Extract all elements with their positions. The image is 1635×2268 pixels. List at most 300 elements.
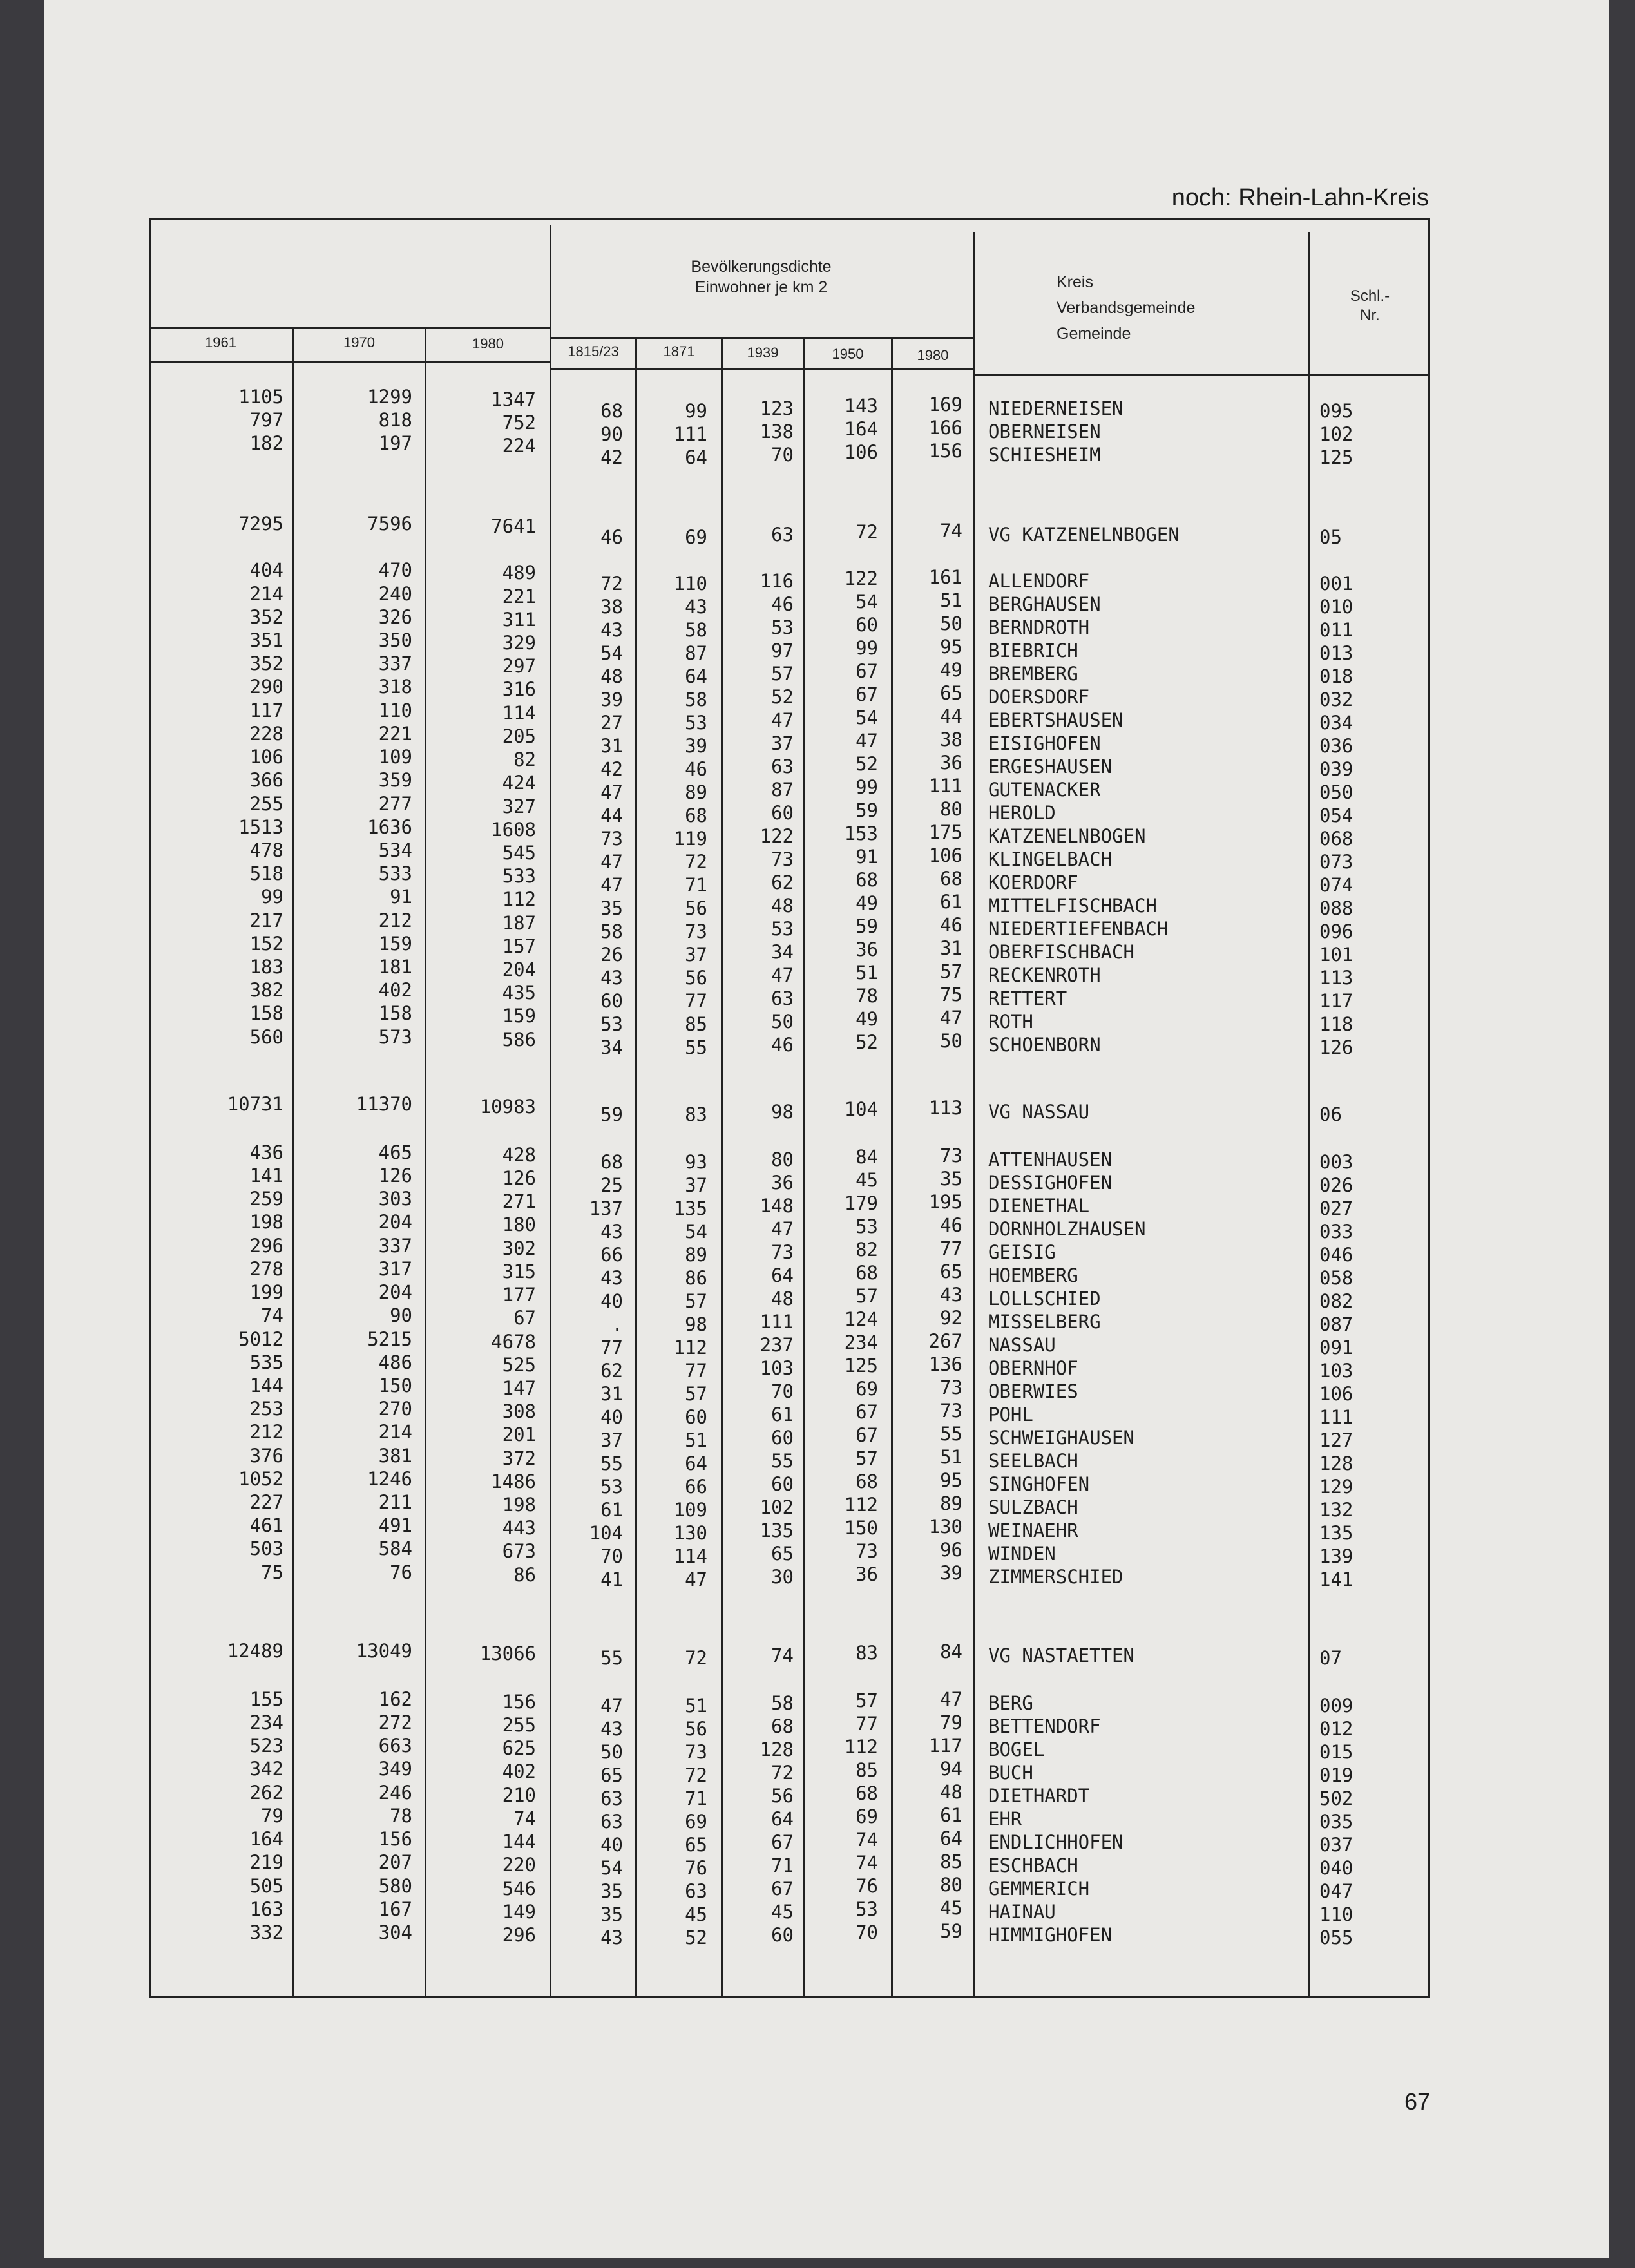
table-cell: 62 bbox=[600, 1360, 623, 1382]
table-cell: 224 bbox=[502, 435, 536, 457]
table-cell: 54 bbox=[600, 1857, 623, 1879]
table-cell: 12489 bbox=[227, 1640, 283, 1662]
year-header: 1950 bbox=[832, 346, 864, 362]
table-cell: 255 bbox=[249, 793, 283, 815]
table-cell: 435 bbox=[502, 982, 536, 1004]
table-cell: 13049 bbox=[356, 1640, 412, 1662]
table-cell: 163 bbox=[249, 1898, 283, 1920]
key-number: 127 bbox=[1319, 1429, 1353, 1451]
municipality-name: BREMBERG bbox=[988, 663, 1078, 685]
table-cell: 124 bbox=[844, 1308, 878, 1330]
table-cell: 211 bbox=[378, 1491, 412, 1513]
municipality-name: OBERFISCHBACH bbox=[988, 941, 1134, 963]
table-cell: 54 bbox=[856, 707, 878, 729]
table-cell: 158 bbox=[378, 1002, 412, 1024]
table-cell: 68 bbox=[600, 1151, 623, 1173]
municipality-name: ERGESHAUSEN bbox=[988, 756, 1113, 777]
table-cell: 75 bbox=[940, 984, 962, 1005]
table-cell: 797 bbox=[249, 409, 283, 431]
table-cell: 35 bbox=[600, 1903, 623, 1925]
key-number: 027 bbox=[1319, 1197, 1353, 1219]
table-cell: 47 bbox=[600, 874, 623, 896]
table-cell: 673 bbox=[502, 1540, 536, 1562]
table-cell: 68 bbox=[856, 869, 878, 891]
table-cell: 65 bbox=[940, 1261, 962, 1282]
table-cell: 99 bbox=[261, 886, 283, 908]
table-cell: 159 bbox=[502, 1005, 536, 1027]
table-cell: 74 bbox=[856, 1852, 878, 1874]
key-number: 110 bbox=[1319, 1903, 1353, 1925]
table-cell: 56 bbox=[685, 967, 707, 989]
table-cell: 89 bbox=[685, 781, 707, 803]
municipality-name: KOERDORF bbox=[988, 872, 1078, 893]
table-cell: 106 bbox=[844, 441, 878, 463]
column-rule bbox=[292, 329, 294, 1998]
key-number: 054 bbox=[1319, 805, 1353, 826]
key-number: 018 bbox=[1319, 665, 1353, 687]
table-cell: 70 bbox=[600, 1545, 623, 1567]
table-cell: 625 bbox=[502, 1737, 536, 1759]
table-cell: 31 bbox=[600, 735, 623, 757]
table-cell: 13066 bbox=[479, 1643, 536, 1664]
table-cell: 49 bbox=[856, 892, 878, 914]
municipality-name: BERGHAUSEN bbox=[988, 593, 1101, 615]
table-cell: 228 bbox=[249, 723, 283, 745]
table-cell: 58 bbox=[685, 689, 707, 710]
table-cell: 63 bbox=[600, 1787, 623, 1809]
table-cell: 277 bbox=[378, 793, 412, 815]
table-cell: 97 bbox=[771, 640, 794, 662]
table-cell: 67 bbox=[856, 683, 878, 705]
table-cell: 69 bbox=[856, 1378, 878, 1400]
table-cell: 535 bbox=[249, 1351, 283, 1373]
table-cell: 296 bbox=[502, 1924, 536, 1946]
municipality-name: EHR bbox=[988, 1808, 1022, 1830]
table-cell: 106 bbox=[249, 746, 283, 768]
table-cell: 51 bbox=[685, 1695, 707, 1717]
table-cell: 109 bbox=[673, 1499, 707, 1521]
table-cell: 43 bbox=[600, 1267, 623, 1289]
table-cell: 40 bbox=[600, 1834, 623, 1856]
table-cell: 77 bbox=[940, 1237, 962, 1259]
table-cell: 74 bbox=[856, 1829, 878, 1851]
table-cell: 143 bbox=[844, 395, 878, 417]
municipality-name: GUTENACKER bbox=[988, 779, 1101, 801]
table-cell: 60 bbox=[771, 1427, 794, 1449]
table-cell: 83 bbox=[685, 1103, 707, 1125]
year-header: 1980 bbox=[917, 347, 949, 363]
table-cell: 156 bbox=[378, 1828, 412, 1850]
table-cell: 53 bbox=[856, 1898, 878, 1920]
table-cell: 70 bbox=[771, 1380, 794, 1402]
table-cell: 64 bbox=[685, 446, 707, 468]
table-cell: 73 bbox=[685, 920, 707, 942]
table-cell: 40 bbox=[600, 1290, 623, 1312]
table-cell: 60 bbox=[771, 802, 794, 824]
table-cell: 47 bbox=[771, 1218, 794, 1240]
table-cell: 36 bbox=[856, 939, 878, 960]
table-cell: 402 bbox=[378, 979, 412, 1001]
key-number: 118 bbox=[1319, 1013, 1353, 1035]
table-cell: 80 bbox=[940, 1874, 962, 1896]
table-cell: 110 bbox=[673, 573, 707, 595]
table-cell: 44 bbox=[940, 705, 962, 727]
key-number: 502 bbox=[1319, 1787, 1353, 1809]
key-number: 06 bbox=[1319, 1103, 1342, 1125]
table-cell: 112 bbox=[844, 1494, 878, 1516]
table-cell: 48 bbox=[771, 1288, 794, 1310]
table-cell: 326 bbox=[378, 606, 412, 628]
table-cell: 534 bbox=[378, 839, 412, 861]
table-cell: 424 bbox=[502, 772, 536, 794]
table-cell: 61 bbox=[600, 1499, 623, 1521]
page-number: 67 bbox=[1404, 2088, 1430, 2115]
year-header: 1815/23 bbox=[568, 343, 619, 359]
table-cell: 43 bbox=[600, 619, 623, 641]
key-number: 128 bbox=[1319, 1453, 1353, 1474]
table-cell: 489 bbox=[502, 562, 536, 584]
table-cell: 315 bbox=[502, 1261, 536, 1282]
table-cell: 117 bbox=[249, 700, 283, 721]
table-cell: 1513 bbox=[238, 816, 283, 838]
table-cell: 1347 bbox=[491, 388, 536, 410]
key-number: 125 bbox=[1319, 446, 1353, 468]
table-cell: 73 bbox=[940, 1400, 962, 1422]
table-cell: 59 bbox=[856, 799, 878, 821]
key-number: 003 bbox=[1319, 1151, 1353, 1173]
table-cell: 98 bbox=[685, 1313, 707, 1335]
table-cell: 1052 bbox=[238, 1468, 283, 1490]
table-cell: 68 bbox=[856, 1782, 878, 1804]
municipality-name: BERNDROTH bbox=[988, 616, 1090, 638]
table-cell: 272 bbox=[378, 1711, 412, 1733]
table-cell: 119 bbox=[673, 828, 707, 850]
table-cell: 167 bbox=[378, 1898, 412, 1920]
table-cell: 144 bbox=[502, 1831, 536, 1853]
table-cell: 67 bbox=[513, 1307, 536, 1329]
table-cell: 135 bbox=[673, 1197, 707, 1219]
table-cell: 491 bbox=[378, 1514, 412, 1536]
table-cell: 55 bbox=[940, 1423, 962, 1445]
table-cell: 47 bbox=[771, 709, 794, 731]
key-number: 117 bbox=[1319, 990, 1353, 1012]
municipality-name: SEELBACH bbox=[988, 1450, 1078, 1472]
table-cell: 109 bbox=[378, 746, 412, 768]
table-cell: 61 bbox=[940, 891, 962, 913]
key-number: 040 bbox=[1319, 1857, 1353, 1879]
municipality-name: POHL bbox=[988, 1404, 1033, 1425]
table-cell: 525 bbox=[502, 1354, 536, 1376]
table-cell: 78 bbox=[856, 985, 878, 1007]
page-heading: noch: Rhein-Lahn-Kreis bbox=[1171, 184, 1429, 211]
table-cell: 84 bbox=[940, 1641, 962, 1663]
table-cell: 68 bbox=[600, 400, 623, 422]
municipality-name: ROTH bbox=[988, 1011, 1033, 1033]
table-cell: 136 bbox=[928, 1353, 962, 1375]
table-cell: 303 bbox=[378, 1188, 412, 1210]
table-cell: 128 bbox=[760, 1739, 794, 1760]
table-cell: 46 bbox=[940, 1214, 962, 1236]
municipality-name: HAINAU bbox=[988, 1901, 1056, 1923]
table-cell: 36 bbox=[856, 1563, 878, 1585]
table-cell: 221 bbox=[502, 586, 536, 607]
table-cell: 110 bbox=[378, 700, 412, 721]
table-cell: 123 bbox=[760, 397, 794, 419]
key-number: 111 bbox=[1319, 1406, 1353, 1428]
table-cell: 35 bbox=[600, 897, 623, 919]
table-cell: 267 bbox=[928, 1330, 962, 1352]
table-cell: 77 bbox=[600, 1337, 623, 1358]
table-cell: 77 bbox=[685, 990, 707, 1012]
table-cell: 47 bbox=[940, 1688, 962, 1710]
header-rule bbox=[550, 368, 973, 370]
table-cell: 148 bbox=[760, 1195, 794, 1217]
table-cell: 71 bbox=[685, 874, 707, 896]
table-cell: 183 bbox=[249, 956, 283, 978]
table-cell: 135 bbox=[760, 1520, 794, 1541]
table-cell: 237 bbox=[760, 1334, 794, 1356]
table-cell: 5215 bbox=[367, 1328, 412, 1350]
column-rule bbox=[973, 232, 975, 1998]
table-cell: 71 bbox=[771, 1854, 794, 1876]
table-cell: 53 bbox=[771, 918, 794, 940]
table-cell: 141 bbox=[249, 1165, 283, 1186]
key-number: 135 bbox=[1319, 1522, 1353, 1544]
table-cell: 11370 bbox=[356, 1093, 412, 1115]
table-cell: 76 bbox=[390, 1561, 412, 1583]
table-cell: 54 bbox=[685, 1221, 707, 1243]
table-cell: 65 bbox=[940, 682, 962, 704]
table-cell: 111 bbox=[673, 423, 707, 445]
table-cell: 318 bbox=[378, 676, 412, 698]
table-cell: 52 bbox=[771, 686, 794, 708]
table-cell: 57 bbox=[685, 1290, 707, 1312]
table-cell: 113 bbox=[928, 1097, 962, 1119]
table-cell: 72 bbox=[685, 1764, 707, 1786]
table-cell: 114 bbox=[502, 702, 536, 724]
table-cell: 156 bbox=[502, 1691, 536, 1713]
table-cell: 234 bbox=[249, 1711, 283, 1733]
table-cell: 179 bbox=[844, 1192, 878, 1214]
table-cell: 752 bbox=[502, 412, 536, 434]
table-cell: 43 bbox=[600, 967, 623, 989]
table-cell: 85 bbox=[856, 1759, 878, 1781]
table-cell: 175 bbox=[928, 821, 962, 843]
table-cell: 1105 bbox=[238, 386, 283, 408]
key-number: 039 bbox=[1319, 758, 1353, 780]
table-cell: 47 bbox=[600, 851, 623, 873]
table-cell: 366 bbox=[249, 769, 283, 791]
table-cell: 90 bbox=[390, 1304, 412, 1326]
key-number: 046 bbox=[1319, 1244, 1353, 1266]
table-cell: 50 bbox=[771, 1011, 794, 1033]
municipality-name: NASSAU bbox=[988, 1334, 1056, 1356]
table-cell: 349 bbox=[378, 1758, 412, 1780]
table-cell: 329 bbox=[502, 632, 536, 654]
table-cell: 205 bbox=[502, 725, 536, 747]
municipality-name: EISIGHOFEN bbox=[988, 732, 1101, 754]
table-cell: 204 bbox=[378, 1281, 412, 1303]
table-cell: 157 bbox=[502, 935, 536, 957]
key-number: 034 bbox=[1319, 712, 1353, 734]
table-cell: 37 bbox=[685, 944, 707, 966]
table-cell: 10983 bbox=[479, 1096, 536, 1118]
table-cell: 57 bbox=[940, 960, 962, 982]
table-cell: 72 bbox=[685, 851, 707, 873]
table-cell: 246 bbox=[378, 1782, 412, 1804]
key-number: 013 bbox=[1319, 642, 1353, 664]
municipality-name: KLINGELBACH bbox=[988, 848, 1113, 870]
table-cell: 60 bbox=[600, 990, 623, 1012]
table-cell: 470 bbox=[378, 559, 412, 581]
key-number: 132 bbox=[1319, 1499, 1353, 1521]
municipality-name: VG NASTAETTEN bbox=[988, 1644, 1134, 1666]
table-cell: 47 bbox=[685, 1568, 707, 1590]
table-cell: 126 bbox=[378, 1165, 412, 1186]
table-cell: 352 bbox=[249, 653, 283, 674]
table-cell: 212 bbox=[378, 910, 412, 931]
table-cell: 153 bbox=[844, 823, 878, 844]
municipality-name: RECKENROTH bbox=[988, 964, 1101, 986]
table-cell: 69 bbox=[856, 1806, 878, 1827]
table-cell: 255 bbox=[502, 1714, 536, 1736]
table-cell: 5012 bbox=[238, 1328, 283, 1350]
municipality-name: VG NASSAU bbox=[988, 1101, 1090, 1123]
table-cell: 73 bbox=[940, 1145, 962, 1167]
municipality-name: ALLENDORF bbox=[988, 570, 1090, 592]
table-cell: 308 bbox=[502, 1400, 536, 1422]
table-cell: 34 bbox=[600, 1036, 623, 1058]
municipality-name: BIEBRICH bbox=[988, 640, 1078, 662]
table-cell: 55 bbox=[600, 1647, 623, 1669]
table-cell: 402 bbox=[502, 1760, 536, 1782]
table-cell: 573 bbox=[378, 1026, 412, 1048]
table-cell: 198 bbox=[502, 1494, 536, 1516]
table-cell: 47 bbox=[940, 1007, 962, 1029]
municipality-name: HOEMBERG bbox=[988, 1264, 1078, 1286]
municipality-name: BETTENDORF bbox=[988, 1715, 1101, 1737]
table-cell: 85 bbox=[685, 1013, 707, 1035]
key-number: 015 bbox=[1319, 1741, 1353, 1763]
table-cell: 67 bbox=[771, 1831, 794, 1853]
table-cell: 59 bbox=[940, 1920, 962, 1942]
table-cell: 86 bbox=[685, 1267, 707, 1289]
table-cell: 36 bbox=[771, 1172, 794, 1194]
municipality-name: DORNHOLZHAUSEN bbox=[988, 1218, 1146, 1240]
table-cell: 53 bbox=[771, 616, 794, 638]
table-cell: 217 bbox=[249, 910, 283, 931]
table-cell: 37 bbox=[600, 1429, 623, 1451]
municipality-name: DESSIGHOFEN bbox=[988, 1172, 1113, 1194]
table-cell: 25 bbox=[600, 1174, 623, 1196]
table-cell: 52 bbox=[856, 753, 878, 775]
table-cell: 45 bbox=[940, 1897, 962, 1919]
table-cell: 68 bbox=[940, 868, 962, 890]
key-number: 101 bbox=[1319, 944, 1353, 966]
table-cell: 382 bbox=[249, 979, 283, 1001]
table-cell: 1246 bbox=[367, 1468, 412, 1490]
table-cell: 199 bbox=[249, 1281, 283, 1303]
table-cell: 64 bbox=[685, 665, 707, 687]
key-number: 087 bbox=[1319, 1313, 1353, 1335]
table-cell: 560 bbox=[249, 1026, 283, 1048]
table-cell: 317 bbox=[378, 1258, 412, 1280]
table-cell: 67 bbox=[856, 1401, 878, 1423]
table-cell: 159 bbox=[378, 933, 412, 955]
municipality-name: DOERSDORF bbox=[988, 686, 1090, 708]
table-cell: 79 bbox=[940, 1711, 962, 1733]
table-cell: 212 bbox=[249, 1421, 283, 1443]
table-cell: 112 bbox=[673, 1337, 707, 1358]
table-cell: 74 bbox=[261, 1304, 283, 1326]
table-cell: 584 bbox=[378, 1538, 412, 1559]
table-cell: 546 bbox=[502, 1878, 536, 1900]
table-cell: 65 bbox=[685, 1834, 707, 1856]
table-cell: 55 bbox=[771, 1450, 794, 1472]
key-number: 011 bbox=[1319, 619, 1353, 641]
table-cell: 316 bbox=[502, 678, 536, 700]
table-cell: 58 bbox=[771, 1692, 794, 1714]
table-cell: 54 bbox=[856, 591, 878, 613]
table-cell: 65 bbox=[771, 1543, 794, 1565]
table-cell: 68 bbox=[685, 805, 707, 826]
table-cell: 89 bbox=[940, 1492, 962, 1514]
table-cell: 49 bbox=[940, 659, 962, 681]
table-cell: 337 bbox=[378, 653, 412, 674]
table-cell: 61 bbox=[771, 1404, 794, 1425]
table-cell: 46 bbox=[685, 758, 707, 780]
table-cell: 84 bbox=[856, 1146, 878, 1168]
table-cell: 39 bbox=[940, 1562, 962, 1584]
table-cell: 376 bbox=[249, 1445, 283, 1467]
table-cell: 64 bbox=[685, 1453, 707, 1474]
table-cell: 53 bbox=[685, 712, 707, 734]
table-cell: 54 bbox=[600, 642, 623, 664]
year-header: 1980 bbox=[472, 336, 504, 352]
table-cell: 99 bbox=[856, 637, 878, 659]
municipality-name: VG KATZENELNBOGEN bbox=[988, 524, 1180, 546]
key-number: 106 bbox=[1319, 1383, 1353, 1405]
table-cell: 46 bbox=[771, 1034, 794, 1056]
table-cell: 486 bbox=[378, 1351, 412, 1373]
table-cell: 478 bbox=[249, 839, 283, 861]
table-cell: 37 bbox=[771, 732, 794, 754]
table-cell: 65 bbox=[600, 1764, 623, 1786]
municipality-name: SCHIESHEIM bbox=[988, 444, 1101, 466]
table-cell: 130 bbox=[673, 1522, 707, 1544]
table-cell: 96 bbox=[940, 1539, 962, 1561]
schl-nr-header: Schl.- Nr. bbox=[1350, 287, 1390, 324]
table-cell: 76 bbox=[856, 1875, 878, 1897]
table-cell: 818 bbox=[378, 409, 412, 431]
table-cell: 350 bbox=[378, 629, 412, 651]
table-cell: 60 bbox=[771, 1473, 794, 1495]
key-number: 129 bbox=[1319, 1476, 1353, 1498]
municipality-name: GEMMERICH bbox=[988, 1878, 1090, 1900]
table-cell: 91 bbox=[856, 846, 878, 868]
table-cell: 197 bbox=[378, 432, 412, 454]
table-cell: 207 bbox=[378, 1851, 412, 1873]
table-cell: 351 bbox=[249, 629, 283, 651]
municipality-name: HEROLD bbox=[988, 802, 1056, 824]
table-cell: 55 bbox=[600, 1453, 623, 1474]
header-rule bbox=[149, 327, 550, 329]
key-number: 001 bbox=[1319, 573, 1353, 595]
table-cell: 50 bbox=[940, 1030, 962, 1052]
table-cell: 77 bbox=[685, 1360, 707, 1382]
table-cell: 63 bbox=[771, 987, 794, 1009]
table-cell: 111 bbox=[928, 775, 962, 797]
